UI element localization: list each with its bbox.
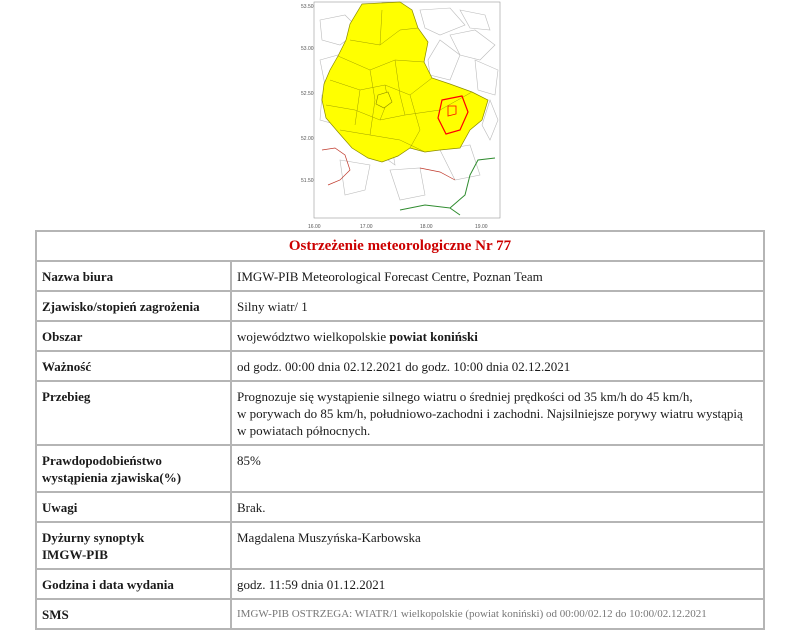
phenomenon-label: Zjawisko/stopień zagrożenia — [36, 291, 231, 321]
area-voivodeship: województwo wielkopolskie — [237, 329, 390, 344]
warning-table — [35, 230, 765, 630]
validity-value: od godz. 00:00 dnia 02.12.2021 do godz. 10:00 dnia 02.12.2021 — [231, 351, 764, 381]
lon-tick: 18.00 — [420, 224, 433, 230]
synoptic-label — [36, 522, 231, 569]
area-value — [231, 321, 764, 351]
probability-label-line: wystąpienia zjawiska(%) — [42, 470, 182, 485]
warning-title: Ostrzeżenie meteorologiczne Nr 77 — [36, 231, 764, 261]
area-label: Obszar — [36, 321, 231, 351]
sms-value: IMGW-PIB OSTRZEGA: WIATR/1 wielkopolskie (powiat koniński) od 00:00/02.12 do 10:00/02.12.2021 — [231, 599, 764, 629]
row-course — [36, 381, 764, 445]
lon-tick: 19.00 — [475, 224, 488, 230]
notes-value: Brak. — [231, 492, 764, 522]
row-issued — [36, 569, 764, 599]
synoptic-value: Magdalena Muszyńska-Karbowska — [231, 522, 764, 569]
issued-label: Godzina i data wydania — [36, 569, 231, 599]
lon-tick: 16.00 — [308, 224, 321, 230]
lat-tick: 51.50 — [301, 178, 314, 184]
area-county: powiat koniński — [389, 329, 478, 344]
lon-tick: 17.00 — [360, 224, 373, 230]
row-notes — [36, 492, 764, 522]
course-line: Prognozuje się wystąpienie silnego wiatru o średniej prędkości od 35 km/h do 45 km/h, — [237, 389, 693, 404]
row-probability — [36, 445, 764, 492]
warning-map — [300, 0, 505, 230]
phenomenon-value: Silny wiatr/ 1 — [231, 291, 764, 321]
synoptic-label-line: IMGW-PIB — [42, 547, 108, 562]
row-sms — [36, 599, 764, 629]
validity-label: Ważność — [36, 351, 231, 381]
lat-tick: 52.50 — [301, 91, 314, 97]
row-area — [36, 321, 764, 351]
office-label: Nazwa biura — [36, 261, 231, 291]
office-value: IMGW-PIB Meteorological Forecast Centre, Poznan Team — [231, 261, 764, 291]
course-line: w powiatach północnych. — [237, 423, 371, 438]
issued-value: godz. 11:59 dnia 01.12.2021 — [231, 569, 764, 599]
synoptic-label-line: Dyżurny synoptyk — [42, 530, 145, 545]
lat-tick: 53.00 — [301, 46, 314, 52]
probability-label — [36, 445, 231, 492]
sms-label: SMS — [36, 599, 231, 629]
row-phenomenon — [36, 291, 764, 321]
row-office — [36, 261, 764, 291]
notes-label: Uwagi — [36, 492, 231, 522]
course-value — [231, 381, 764, 445]
course-line: w porywach do 85 km/h, południowo-zachodni i zachodni. Najsilniejsze porywy wiatru wystąpią — [237, 406, 743, 421]
row-synoptic — [36, 522, 764, 569]
row-validity — [36, 351, 764, 381]
lat-tick: 53.50 — [301, 4, 314, 10]
lat-tick: 52.00 — [301, 136, 314, 142]
probability-label-line: Prawdopodobieństwo — [42, 453, 162, 468]
course-label: Przebieg — [36, 381, 231, 445]
probability-value: 85% — [231, 445, 764, 492]
